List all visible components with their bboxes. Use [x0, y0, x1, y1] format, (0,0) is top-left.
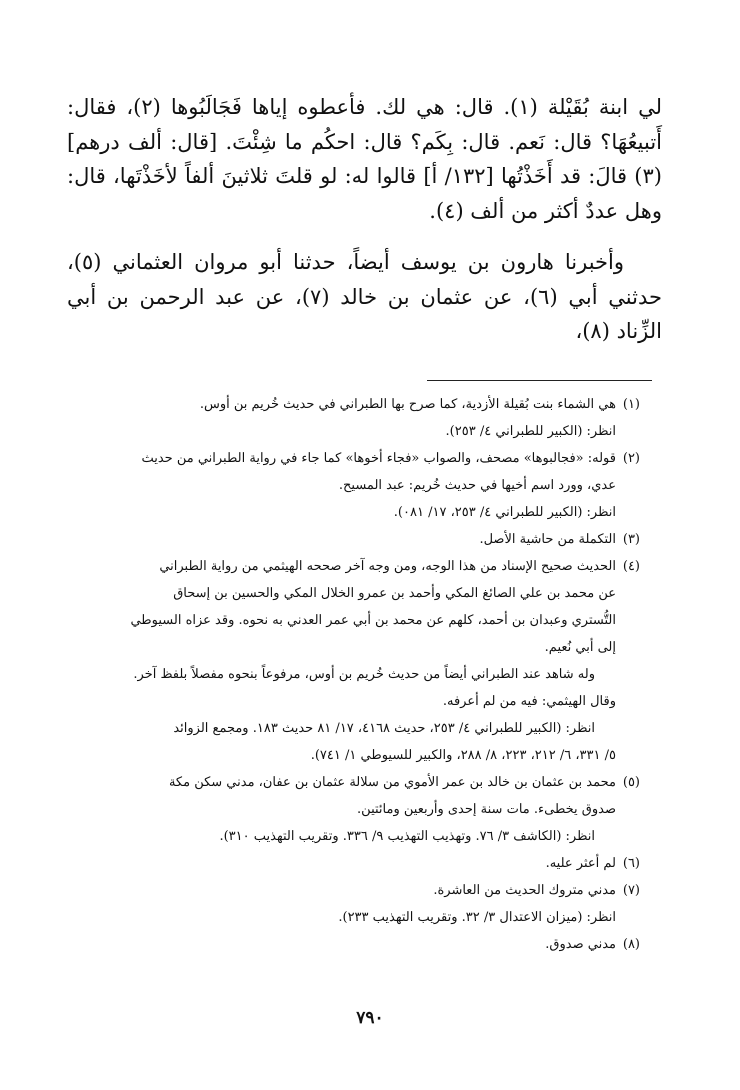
footnote-line: مدني صدوق.: [545, 937, 616, 952]
footnote-line: قوله: «فجالبوها» مصحف، والصواب «فجاء أخوها» كما جاء في رواية الطبراني من حديث: [141, 451, 616, 466]
footnote-line: وله شاهد عند الطبراني أيضاً من حديث خُريم بن أوس، مرفوعاً بنحوه مفصلاً بلفظ آخر.: [133, 667, 595, 682]
footnote-line: التُّستري وعبدان بن أحمد، كلهم عن محمد بن أبي عمر العدني به نحوه. وقد عزاه السيوطي: [130, 613, 616, 628]
main-paragraph-1: لي ابنة بُقَيْلة (١). قال: هي لك. فأعطوه إياها فَجَالَبُوها (٢)، فقال: أَتبيعُهَا؟ قال: نَعم. قال: بِكَم؟ قال: احكُم ما شِئْتَ. [قال: ألف درهم] (٣) قالَ: قد أَخَذْتُها [١٣٢/ أ] قالوا له: لو قلتَ ثلاثينَ ألفاً لأخَذْتَها، قال: وهل عددٌ أكثر من ألف (٤).: [67, 95, 662, 223]
footnote-line: صدوق يخطىء. مات سنة إحدى وأربعين ومائتين.: [357, 802, 616, 817]
footnote-line: التكملة من حاشية الأصل.: [479, 532, 616, 547]
footnote-8: [65, 931, 640, 958]
footnote-line: انظر: (الكبير للطبراني ٤/ ٢٥٣، حديث ٤١٦٨، ١٧/ ٨١ حديث ١٨٣. ومجمع الزوائد: [173, 721, 595, 736]
footnote-number: (٢): [622, 451, 640, 466]
footnote-line: هي الشماء بنت بُقيلة الأزدية، كما صرح بها الطبراني في حديث خُريم بن أوس.: [199, 397, 616, 412]
footnote-line: انظر: (ميزان الاعتدال ٣/ ٣٢. وتقريب التهذيب ٢٣٣).: [338, 910, 616, 925]
footnote-line: عدي، وورد اسم أخيها في حديث خُريم: عبد المسيح.: [338, 478, 616, 493]
footnote-line: انظر: (الكبير للطبراني ٤/ ٢٥٣).: [445, 424, 616, 439]
footnote-6: [65, 850, 640, 877]
footnote-7: [65, 877, 640, 931]
footnote-number: (٦): [622, 856, 640, 871]
footnote-number: (٧): [622, 883, 640, 898]
footnote-line: إلى أبي نُعيم.: [544, 640, 616, 655]
footnote-4: [65, 553, 640, 769]
footnote-line: عن محمد بن علي الصائغ المكي وأحمد بن عمرو الخلال المكي والحسين بن إسحاق: [173, 586, 616, 601]
footnote-2: [65, 445, 640, 526]
main-paragraph-2: وأخبرنا هارون بن يوسف أيضاً، حدثنا أبو مروان العثماني (٥)، حدثني أبي (٦)، عن عثمان بن خالد (٧)، عن عبد الرحمن بن أبي الزِّناد (٨)،: [67, 250, 662, 343]
footnote-line: محمد بن عثمان بن خالد بن عمر الأموي من سلالة عثمان بن عفان، مدني سكن مكة: [168, 775, 616, 790]
footnote-line: ٥/ ٣٣١، ٦/ ٢١٢، ٢٢٣، ٨/ ٢٨٨، والكبير للسيوطي ١/ ٧٤١).: [310, 748, 616, 763]
footnote-number: (٣): [622, 532, 640, 547]
footnote-line: الحديث صحيح الإسناد من هذا الوجه، ومن وجه آخر صححه الهيثمي من رواية الطبراني: [159, 559, 616, 574]
footnote-3: [65, 526, 640, 553]
footnote-line: وقال الهيثمي: فيه من لم أعرفه.: [442, 694, 616, 709]
footnote-line: انظر: (الكبير للطبراني ٤/ ٢٥٣، ١٧/ ٠٨١).: [393, 505, 616, 520]
footnote-number: (٨): [622, 937, 640, 952]
footnote-number: (٥): [622, 775, 640, 790]
footnote-line: لم أعثر عليه.: [545, 856, 616, 871]
footnote-number: (٤): [622, 559, 640, 574]
footnote-line: مدني متروك الحديث من العاشرة.: [433, 883, 616, 898]
footnotes: [65, 391, 640, 958]
footnote-line: انظر: (الكاشف ٣/ ٧٦. وتهذيب التهذيب ٩/ ٣٣٦. وتقريب التهذيب ٣١٠).: [219, 829, 595, 844]
main-text: [67, 90, 662, 349]
footnote-separator: [427, 380, 652, 381]
footnote-5: [65, 769, 640, 850]
footnote-number: (١): [622, 397, 640, 412]
page-number: ٧٩٠: [356, 1008, 384, 1028]
footnote-1: [65, 391, 640, 445]
